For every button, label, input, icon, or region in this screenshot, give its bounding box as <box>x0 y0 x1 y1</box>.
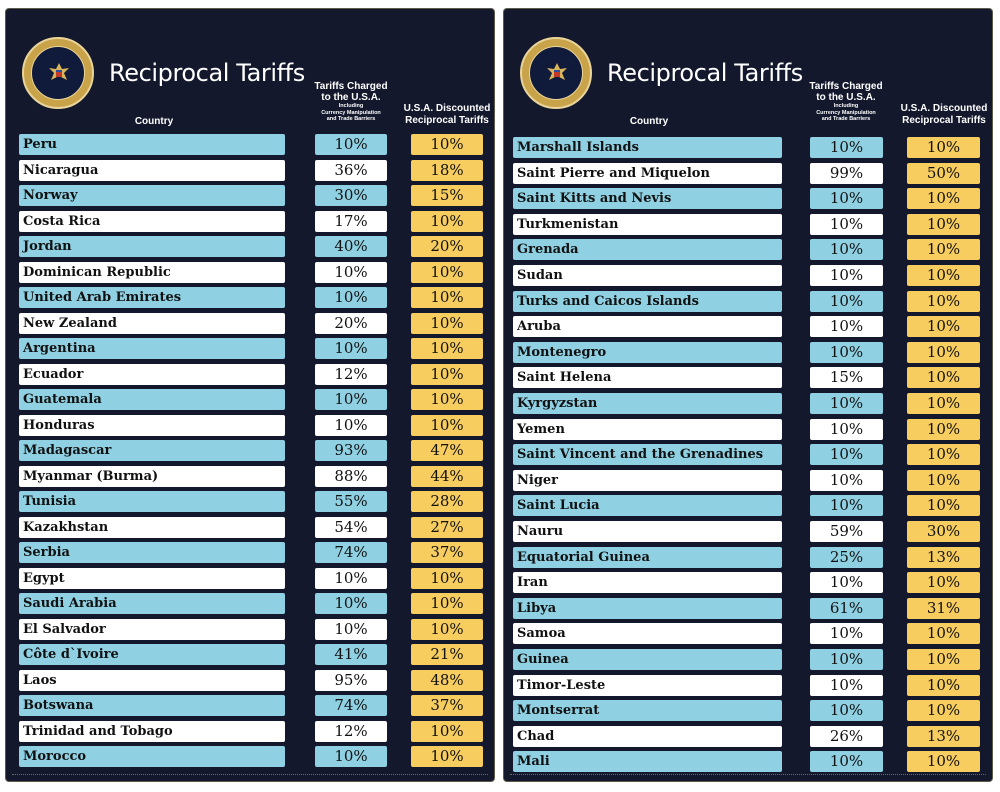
table-row <box>6 338 494 360</box>
reciprocal-tariff-value: 47% <box>411 440 483 461</box>
tariff-charged-value: 26% <box>810 726 883 747</box>
reciprocal-tariff-value: 10% <box>907 649 980 670</box>
tariff-charged-value: 25% <box>810 547 883 568</box>
table-row <box>6 160 494 182</box>
tariff-charged-value: 10% <box>810 751 883 772</box>
country-name: United Arab Emirates <box>19 287 285 308</box>
presidential-seal-icon <box>520 37 592 109</box>
country-name: Costa Rica <box>19 211 285 232</box>
column-header-tariffs-charged: Tariffs Charged to the U.S.A. Including Currency Manipulation and Trade Barriers <box>809 81 883 122</box>
table-row <box>504 649 992 671</box>
table-row <box>6 211 494 233</box>
country-name: Turkmenistan <box>513 214 782 235</box>
column-header-discounted-reciprocal: U.S.A. Discounted Reciprocal Tariffs <box>403 103 491 126</box>
table-row <box>6 644 494 666</box>
reciprocal-tariff-value: 10% <box>411 262 483 283</box>
tariff-charged-value: 41% <box>315 644 387 665</box>
country-name: Peru <box>19 134 285 155</box>
reciprocal-tariff-value: 10% <box>907 137 980 158</box>
country-name: Turks and Caicos Islands <box>513 291 782 312</box>
reciprocal-tariff-value: 10% <box>907 700 980 721</box>
tariff-charged-value: 20% <box>315 313 387 334</box>
tariff-charged-value: 10% <box>810 470 883 491</box>
reciprocal-tariff-value: 10% <box>411 313 483 334</box>
reciprocal-tariff-value: 10% <box>907 214 980 235</box>
reciprocal-tariff-value: 10% <box>907 675 980 696</box>
tariff-charged-value: 15% <box>810 367 883 388</box>
reciprocal-tariff-value: 10% <box>907 239 980 260</box>
country-name: Kyrgyzstan <box>513 393 782 414</box>
tariff-charged-value: 10% <box>315 619 387 640</box>
country-name: Nauru <box>513 521 782 542</box>
reciprocal-tariff-value: 10% <box>907 316 980 337</box>
reciprocal-tariff-value: 37% <box>411 695 483 716</box>
reciprocal-tariff-value: 10% <box>411 134 483 155</box>
reciprocal-tariff-value: 44% <box>411 466 483 487</box>
tariff-charged-value: 93% <box>315 440 387 461</box>
country-name: Timor-Leste <box>513 675 782 696</box>
country-name: Myanmar (Burma) <box>19 466 285 487</box>
tariff-charged-value: 10% <box>810 623 883 644</box>
tariff-charged-value: 10% <box>315 568 387 589</box>
country-name: Madagascar <box>19 440 285 461</box>
table-row <box>6 670 494 692</box>
table-row <box>504 470 992 492</box>
country-name: Saint Kitts and Nevis <box>513 188 782 209</box>
column-header-tariffs-charged: Tariffs Charged to the U.S.A. Including Currency Manipulation and Trade Barriers <box>314 81 388 122</box>
country-name: Guinea <box>513 649 782 670</box>
tariff-charged-value: 10% <box>315 746 387 767</box>
reciprocal-tariff-value: 10% <box>907 291 980 312</box>
country-name: Montserrat <box>513 700 782 721</box>
table-row <box>504 291 992 313</box>
tariff-charged-value: 74% <box>315 695 387 716</box>
reciprocal-tariff-value: 10% <box>907 444 980 465</box>
divider <box>510 773 986 775</box>
country-name: Guatemala <box>19 389 285 410</box>
tariff-charged-value: 10% <box>810 393 883 414</box>
country-name: Jordan <box>19 236 285 257</box>
table-row <box>504 751 992 773</box>
table-row <box>6 287 494 309</box>
country-name: Argentina <box>19 338 285 359</box>
country-name: Niger <box>513 470 782 491</box>
table-row <box>6 134 494 156</box>
country-name: Honduras <box>19 415 285 436</box>
tariff-charged-value: 10% <box>810 419 883 440</box>
reciprocal-tariff-value: 10% <box>907 342 980 363</box>
table-row <box>6 491 494 513</box>
reciprocal-tariff-value: 10% <box>907 419 980 440</box>
country-name: Trinidad and Tobago <box>19 721 285 742</box>
table-row <box>504 188 992 210</box>
tariff-charged-value: 10% <box>315 415 387 436</box>
country-name: Saint Vincent and the Grenadines <box>513 444 782 465</box>
country-name: Ecuador <box>19 364 285 385</box>
country-name: Laos <box>19 670 285 691</box>
reciprocal-tariff-value: 10% <box>907 470 980 491</box>
tariff-charged-value: 10% <box>810 265 883 286</box>
table-row <box>504 700 992 722</box>
tariff-charged-value: 30% <box>315 185 387 206</box>
column-header-country: Country <box>629 116 669 127</box>
table-row <box>6 364 494 386</box>
presidential-seal-icon <box>22 37 94 109</box>
tariff-charged-value: 99% <box>810 163 883 184</box>
table-row <box>6 517 494 539</box>
reciprocal-tariff-value: 10% <box>907 751 980 772</box>
reciprocal-tariff-value: 10% <box>411 568 483 589</box>
table-row <box>504 316 992 338</box>
country-name: Chad <box>513 726 782 747</box>
table-row <box>6 695 494 717</box>
country-name: Morocco <box>19 746 285 767</box>
reciprocal-tariff-value: 18% <box>411 160 483 181</box>
table-row <box>6 568 494 590</box>
tariff-charged-value: 10% <box>810 675 883 696</box>
tariff-charged-value: 10% <box>810 444 883 465</box>
table-row <box>504 444 992 466</box>
reciprocal-tariff-value: 10% <box>411 721 483 742</box>
reciprocal-tariff-value: 31% <box>907 598 980 619</box>
tariff-charged-value: 55% <box>315 491 387 512</box>
table-row <box>6 466 494 488</box>
country-name: Sudan <box>513 265 782 286</box>
reciprocal-tariff-value: 15% <box>411 185 483 206</box>
reciprocal-tariff-value: 10% <box>907 393 980 414</box>
tariff-charged-value: 74% <box>315 542 387 563</box>
reciprocal-tariff-value: 10% <box>411 415 483 436</box>
tariff-panel-left <box>5 8 495 782</box>
reciprocal-tariff-value: 48% <box>411 670 483 691</box>
country-name: Marshall Islands <box>513 137 782 158</box>
divider <box>12 773 488 775</box>
country-name: Saint Lucia <box>513 495 782 516</box>
reciprocal-tariff-value: 10% <box>907 367 980 388</box>
table-row <box>6 185 494 207</box>
tariff-charged-value: 12% <box>315 364 387 385</box>
country-name: El Salvador <box>19 619 285 640</box>
country-name: Egypt <box>19 568 285 589</box>
table-row <box>504 675 992 697</box>
reciprocal-tariff-value: 10% <box>907 623 980 644</box>
tariff-charged-value: 10% <box>810 291 883 312</box>
country-name: Yemen <box>513 419 782 440</box>
country-name: Iran <box>513 572 782 593</box>
country-name: Equatorial Guinea <box>513 547 782 568</box>
table-row <box>504 367 992 389</box>
table-row <box>6 236 494 258</box>
table-row <box>6 313 494 335</box>
table-row <box>504 393 992 415</box>
reciprocal-tariff-value: 37% <box>411 542 483 563</box>
table-row <box>6 542 494 564</box>
tariff-charged-value: 10% <box>315 262 387 283</box>
table-row <box>6 593 494 615</box>
reciprocal-tariff-value: 10% <box>411 619 483 640</box>
tariff-charged-value: 10% <box>315 338 387 359</box>
tariff-charged-value: 10% <box>810 316 883 337</box>
country-name: Côte d`Ivoire <box>19 644 285 665</box>
tariff-charged-value: 10% <box>810 700 883 721</box>
tariff-charged-value: 10% <box>315 389 387 410</box>
country-name: Nicaragua <box>19 160 285 181</box>
table-row <box>504 623 992 645</box>
column-header-country: Country <box>134 116 174 127</box>
tariff-charged-value: 10% <box>810 188 883 209</box>
table-row <box>6 746 494 768</box>
tariff-charged-value: 40% <box>315 236 387 257</box>
tariff-charged-value: 10% <box>810 649 883 670</box>
tariff-charged-value: 95% <box>315 670 387 691</box>
table-row <box>504 495 992 517</box>
tariff-charged-value: 10% <box>810 342 883 363</box>
column-header-discounted-reciprocal: U.S.A. Discounted Reciprocal Tariffs <box>900 103 988 126</box>
tariff-charged-value: 10% <box>810 214 883 235</box>
country-name: Grenada <box>513 239 782 260</box>
table-row <box>504 214 992 236</box>
table-row <box>504 572 992 594</box>
tariff-charged-value: 36% <box>315 160 387 181</box>
table-row <box>504 419 992 441</box>
table-row <box>6 262 494 284</box>
country-name: Montenegro <box>513 342 782 363</box>
tariff-charged-value: 10% <box>810 495 883 516</box>
table-row <box>504 163 992 185</box>
country-name: Norway <box>19 185 285 206</box>
reciprocal-tariff-value: 30% <box>907 521 980 542</box>
table-row <box>6 440 494 462</box>
reciprocal-tariff-value: 10% <box>907 572 980 593</box>
country-name: Saudi Arabia <box>19 593 285 614</box>
table-row <box>504 726 992 748</box>
reciprocal-tariff-value: 50% <box>907 163 980 184</box>
reciprocal-tariff-value: 10% <box>411 389 483 410</box>
reciprocal-tariff-value: 10% <box>411 364 483 385</box>
country-name: Dominican Republic <box>19 262 285 283</box>
country-name: Mali <box>513 751 782 772</box>
table-row <box>504 137 992 159</box>
table-row <box>504 521 992 543</box>
reciprocal-tariff-value: 13% <box>907 547 980 568</box>
country-name: Aruba <box>513 316 782 337</box>
reciprocal-tariff-value: 10% <box>411 593 483 614</box>
country-name: Serbia <box>19 542 285 563</box>
reciprocal-tariff-value: 10% <box>411 338 483 359</box>
tariff-charged-value: 12% <box>315 721 387 742</box>
tariff-charged-value: 10% <box>315 134 387 155</box>
tariff-charged-value: 17% <box>315 211 387 232</box>
page-title: Reciprocal Tariffs <box>109 59 305 87</box>
country-name: Kazakhstan <box>19 517 285 538</box>
reciprocal-tariff-value: 10% <box>411 287 483 308</box>
reciprocal-tariff-value: 13% <box>907 726 980 747</box>
tariff-charged-value: 10% <box>810 239 883 260</box>
country-name: New Zealand <box>19 313 285 334</box>
table-row <box>504 598 992 620</box>
country-name: Botswana <box>19 695 285 716</box>
reciprocal-tariff-value: 10% <box>411 746 483 767</box>
table-row <box>504 547 992 569</box>
tariff-charged-value: 59% <box>810 521 883 542</box>
country-name: Samoa <box>513 623 782 644</box>
table-row <box>504 239 992 261</box>
tariff-charged-value: 10% <box>810 572 883 593</box>
page-title: Reciprocal Tariffs <box>607 59 803 87</box>
reciprocal-tariff-value: 10% <box>907 265 980 286</box>
table-row <box>504 342 992 364</box>
reciprocal-tariff-value: 21% <box>411 644 483 665</box>
tariff-charged-value: 10% <box>810 137 883 158</box>
reciprocal-tariff-value: 27% <box>411 517 483 538</box>
table-row <box>6 389 494 411</box>
table-row <box>6 721 494 743</box>
country-name: Saint Pierre and Miquelon <box>513 163 782 184</box>
reciprocal-tariff-value: 10% <box>411 211 483 232</box>
reciprocal-tariff-value: 20% <box>411 236 483 257</box>
table-row <box>6 619 494 641</box>
table-row <box>6 415 494 437</box>
tariff-charged-value: 10% <box>315 593 387 614</box>
country-name: Libya <box>513 598 782 619</box>
tariff-panel-right <box>503 8 993 782</box>
tariff-charged-value: 54% <box>315 517 387 538</box>
tariff-charged-value: 10% <box>315 287 387 308</box>
country-name: Saint Helena <box>513 367 782 388</box>
reciprocal-tariff-value: 28% <box>411 491 483 512</box>
table-row <box>504 265 992 287</box>
reciprocal-tariff-value: 10% <box>907 188 980 209</box>
tariff-charged-value: 61% <box>810 598 883 619</box>
reciprocal-tariff-value: 10% <box>907 495 980 516</box>
country-name: Tunisia <box>19 491 285 512</box>
tariff-charged-value: 88% <box>315 466 387 487</box>
